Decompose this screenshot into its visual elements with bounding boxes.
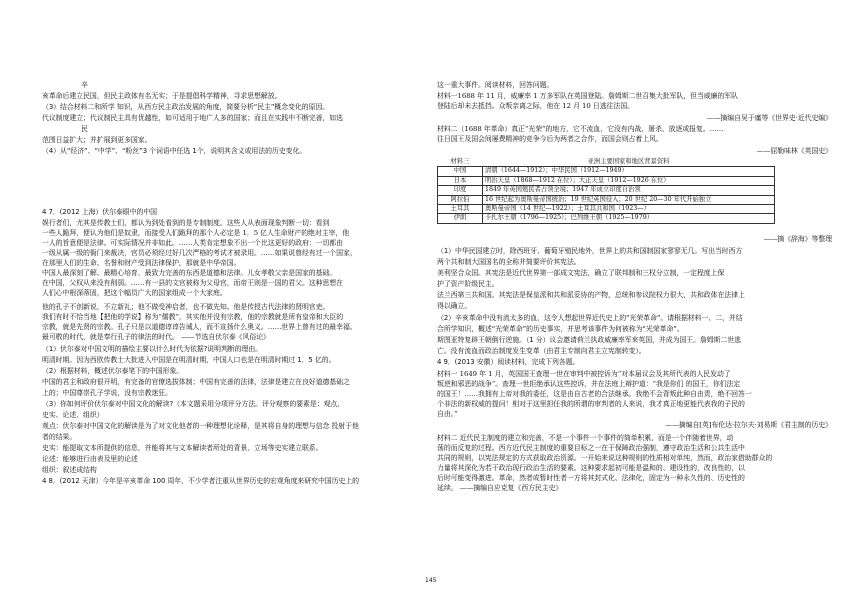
table-row — [438, 205, 775, 214]
table-cell-info: 16 世纪起为奥斯曼帝国统治；19 世纪英国侵入；20 世纪 20—30 年代开始独立 — [483, 195, 775, 204]
table-row — [438, 195, 775, 204]
text-line: 延续。 ——摘编自应克复《西方民主史》 — [437, 484, 563, 492]
text-line: （1）伏尔泰对中国文明的描绘主要以什么时代为依据?说明判断的理由。 — [42, 345, 262, 353]
table-cell-info: 明治天皇（1868—1912 在位）；大正天皇（1912—1926 在位） — [483, 176, 775, 185]
text-line: 一级从属一级的衙门来裁决，官员必须经过好几次严格的考试才被录用。……如果说曾经有过一个国家， — [42, 249, 357, 257]
text-line: 娱行者们，尤其是传教士们，都认为到处看到的是专制制度。这些人从表面现象判断一切：看到 — [42, 219, 330, 227]
text-line: 的国王！……我拥有上帝对我的委任，这是由自古老的合法继承。我绝不会背叛此种自由责，绝不回答一 — [437, 390, 752, 398]
table-row — [438, 214, 775, 223]
text-line: 亥革命后建立民国，但民主政体有名无实；于是提倡科学精神，寻求思想解放。 — [42, 92, 282, 100]
text-line: 后时可能变得激进。革命，然者或暂时性者一方将其封式化、法律化，固定为一种永久性的、历史性的 — [437, 474, 745, 482]
table-row — [438, 167, 775, 176]
text-line: 4 8．(2012 天津）今年是辛亥革命 100 周年，不少学者注重从世界历史的宏观角度来研究中国历史上的 — [42, 477, 359, 485]
table-source: ——摘《辞海》等整理 — [763, 235, 832, 243]
text-line: 明清时期。因为西欧传教士大批进入中国是在明清时期，中国人口也是在明清时期过 1．5 亿的。 — [42, 356, 336, 364]
text-line: 荡的而反复的过程。西方近代民主制度的重要目标之一在于保障政治强制，遵守政治生活和公共生活中 — [437, 444, 745, 452]
text-line: 亡。没有流血而政治制度发生变革（由君主专制向君主立宪制转变）。 — [437, 347, 646, 355]
text-line: ——摘编自吴于廑等《世界史·近代史编》 — [706, 114, 832, 122]
text-line: 护了资产阶级民主。 — [437, 280, 499, 288]
text-line: 两个共和制大国国名的全称并简要评价其宪法。 — [437, 258, 581, 266]
page-number: 145 — [425, 577, 437, 584]
text-line: 材料一1688 年 11 月，威廉率 1 万多军队在英国登陆。詹姆斯二世召集大批军队，但当威廉的军队 — [437, 92, 738, 100]
table-header-row — [438, 158, 775, 167]
text-line: （2）辛亥革命中没有流太多的血，这令人想起世界近代史上的“光荣革命”。请根据材料一、二，并结 — [437, 314, 743, 322]
text-line: 力量将其深化为若干政治现行政治生活的要素。这种要求起初可能是温和的、建设性的，改良性的，以 — [437, 464, 745, 472]
table-row — [438, 186, 775, 195]
text-line: 范围日益扩大；并扩展到更多国家。 — [42, 136, 152, 144]
text-line: 代议制度建立；代议制民主具有优越性，如可适用于地广人多的国家；而且在实践中不断完善，如选 — [42, 114, 343, 122]
asia-background-table — [437, 158, 775, 224]
table-cell-country: 伊朗 — [438, 214, 483, 223]
text-line: 者的结果。 — [42, 433, 77, 441]
text-line: 材料二 近代民主制度的建立和完善，不是一个事件一个事件的简单积累，而是一个伴随着世界，动 — [437, 434, 734, 442]
text-line: ——摘编自[英]布伦达·拉尔夫·刘易斯《君主制的历史》 — [665, 421, 832, 429]
text-line: 上的；中国尊崇孔子学说，没有宗教迷狂。 — [42, 389, 172, 397]
table-cell-info: 奥斯曼帝国（14 世纪—1922）；土耳其共和国（1923—） — [483, 205, 775, 214]
text-line: 观点：伏尔泰对中国文化的解读是为了对文化他者的一种理想化诠释，是其将自身的理想与信念 投射于他 — [42, 422, 359, 430]
text-line: 一些人跪拜，便认为他们是奴隶，而接受人们跪拜的那个人必定是 1．5 亿人生命财产的绝对主宰，他 — [42, 229, 350, 237]
text-line: 在中国，父权从来没有削弱。……有一县的文官被称为父母官，而帝王则是一国的君父。这种思想在 — [42, 279, 343, 287]
text-line: 登陆后却未去抵挡。众叛亲离之际，他在 12 月 10 日逃往法国。 — [437, 102, 634, 110]
text-line: 合所学知识，概述“光荣革命”的历史事实，并思考该事件为何被称为“光荣革命”。 — [437, 325, 684, 333]
text-line: （3）结合材料二和所学 知识，从西方民主政治发展的角度，简要分析“民主”概念变化的原因。 — [42, 103, 330, 111]
text-line: 美利坚合众国。其宪法是近代世界第一部成文宪法，确立了联邦制和三权分立制，一定程度上保 — [437, 269, 725, 277]
text-line: 法兰西第三共和国。其宪法是保皇派和共和派妥协的产物，总统和参议院权力很大，共和政体在法律上 — [437, 291, 745, 299]
text-line: 一人的旨意便是法律。可实际情况并非如此。……人类肯定想象不出一个比这更好的政府：一切都由 — [42, 239, 343, 247]
text-line: 个非法的新权威的提问！相对于这里担任我的所谓的审判者的人来说，我才真正地更能代表我的子民的 — [437, 400, 745, 408]
table-cell-country: 中国 — [438, 167, 483, 176]
text-line: 中国的君主和政府很开明，有完备的官僚选拔体制；中国有完善的法律，法律是建立在良好道德基础之 — [42, 378, 350, 386]
text-line: 叛逆和邪恶的战争”。查理一世拒绝承认这些控诉，并在法庭上辩护道：“我是你们 的国王，你们法定 — [437, 380, 741, 388]
table-cell-info: 1849 年英国殖民者占领全境；1947 年成立印度自治领 — [483, 186, 775, 195]
text-line: 民 — [81, 125, 88, 133]
text-line: 史实、论述、组织） — [42, 411, 104, 419]
table-cell-info: 清朝（1644—1912）；中华民国（1912—1949） — [483, 167, 775, 176]
text-line: 往日国王及国会间屡费精神的竞争今后为两者之合作，而国会则占着上风。 — [437, 135, 663, 143]
table-label: 材料三 — [438, 158, 483, 167]
table-cell-country: 土耳其 — [438, 205, 483, 214]
text-line: 斯图亚特复辟王朝倒行逆施。（1 分）议会邀请荷兰执政威廉率军来英国，并成为国王。詹姆斯二世逃 — [437, 336, 742, 344]
text-line: 在那里人们的生命、名誉和财产受到法律保护，那就是中华帝国。 — [42, 259, 241, 267]
text-line: 材料一 1649 年 1 月，英国国王查理一世在审判中被控诉为“对本届议会及其所代表的人民发动了 — [437, 370, 731, 378]
text-line: （2）根据材料，概述伏尔泰笔下的中国形象。 — [42, 367, 184, 375]
text-line: 宗教，就是先贤的宗教。孔子只是以道德谆谆告诫人，而不宣扬什么奥义。……世界上曾有过的最幸福、 — [42, 323, 357, 331]
table-row — [438, 176, 775, 185]
text-line: （1）中华民国建立时，除西班牙、葡萄牙殖民地外，世界上的共和国制国家寥寥无几。写出当时西方 — [437, 247, 743, 255]
table-caption: 亚洲主要国家和地区背景资料 — [483, 158, 775, 167]
text-line: 我们有时不恰当地【把他的学说】称为“儒教”，其实他并没有宗教，他的宗教就是所有皇帝和大臣的 — [42, 313, 344, 321]
text-line: 史实：能提取文本所提供的信息，并能将其与文本解读者所处的背景、立场等史实建立联系。 — [42, 444, 323, 452]
text-line: 共同的规则，以宪法规定的方式获取政治资源。一开始来说这种规则的性质相对单纯，然而，政治家借助群众的 — [437, 454, 773, 462]
text-line: 中国人最深刻了解、最精心培育、最致力完善的东西是道德和法律。儿女孝敬父亲是国家的基础。 — [42, 269, 337, 277]
text-line: ——屈勒味林《英国史》 — [756, 147, 832, 155]
table-cell-country: 日本 — [438, 176, 483, 185]
table-cell-info: 卡扎尔王朝（1796—1925）；巴列维王朝（1925—1979） — [483, 214, 775, 223]
text-line: 材料二（1688 年革命）真正“光荣”的地方，它不流血，它没有内战、屠杀、放逐或报复。…… — [437, 125, 724, 133]
text-line: 这一重大事件。阅读材料，回答问题。 — [437, 81, 554, 89]
text-line: （3）你如何评价伏尔泰对中国文化的解读?（本文题采用分项评分方法。评分观察的要素是：观点、 — [42, 400, 345, 408]
text-line: 自由。” — [437, 410, 458, 418]
text-line: （4）从“经济”、“中学”、“粉丝”3 个词语中任选 1个，说明其含义或用法的历史变化。 — [42, 147, 307, 155]
text-line: 人们心中根深蒂固，把这个幅员广大的国家组成一个大家庭。 — [42, 289, 227, 297]
table-cell-country: 阿拉伯 — [438, 195, 483, 204]
text-line: 辛 — [81, 81, 88, 89]
text-line: 得以确立。 — [437, 302, 472, 310]
text-line: 他的孔子不创新说，不立新礼；他不做受神启者，也不做先知。他是传授古代法律的贤明官吏。 — [42, 303, 330, 311]
text-line: 组织：叙述成结构 — [42, 466, 97, 474]
table-cell-country: 印度 — [438, 186, 483, 195]
text-line: 论述：能够进行由表及里的论述 — [42, 455, 138, 463]
text-line: 4 7．(2012 上海）伏尔泰眼中的中国 — [42, 208, 158, 216]
text-line: 最可敬的时代，就是奉行孔子的律法的时代。 ——节选自伏尔泰《风俗论》 — [42, 333, 270, 341]
text-line: 4 9．(2013 安徽）阅读材料，完成下列各题。 — [437, 358, 580, 366]
